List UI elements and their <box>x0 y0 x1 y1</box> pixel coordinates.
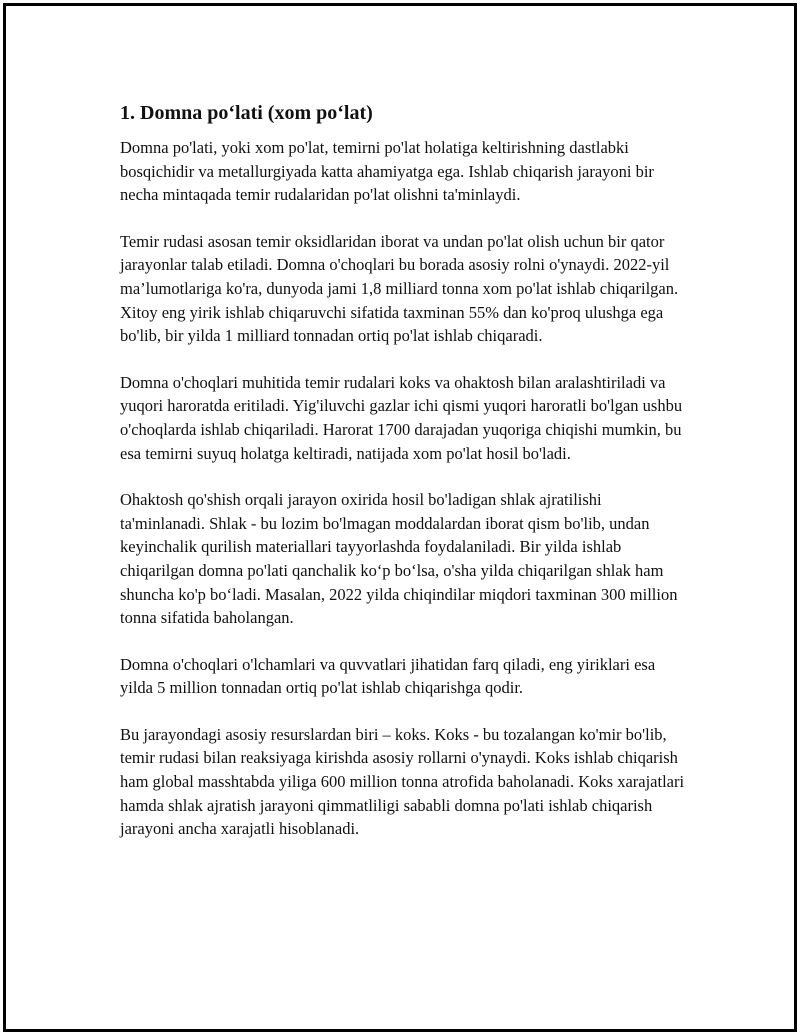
paragraph-intro: Domna po'lati, yoki xom po'lat, temirni po'lat holatiga keltirishning dastlabki bosqichidir va metallurgiyada katta ahamiyatga ega. Ishlab chiqarish jarayoni bir necha mintaqada temir rudalaridan po'lat olishni ta'minlaydi. <box>120 138 654 205</box>
paragraph-furnace-size: Domna o'choqlari o'lchamlari va quvvatlari jihatidan farq qiladi, eng yiriklari esa yilda 5 million tonnadan ortiq po'lat ishlab chiqarishga qodir. <box>120 654 656 698</box>
paragraph-slag: Ohaktosh qo'shish orqali jarayon oxirida hosil bo'ladigan shlak ajratilishi ta'minlanadi. Shlak - bu lozim bo'lmagan moddalardan iborat qism bo'lib, undan keyinchalik qurilish materiallari tayyorlashda foydalaniladi. Bir yilda ishlab chiqarilgan domna po'lati qanchalik ko‘p bo‘lsa, o'sha yilda chiqarilgan shlak ham shuncha ko'p bo‘ladi. Masalan, 2022 yilda chiqindilar miqdori taxminan 300 million tonna sifatida baholangan. <box>120 490 678 628</box>
paragraph-iron-ore: Temir rudasi asosan temir oksidlaridan iborat va undan po'lat olish uchun bir qator jarayonlar talab etiladi. Domna o'choqlari bu borada asosiy rolni o'ynaydi. 2022-yil ma’lumotlariga ko'ra, dunyoda jami 1,8 milliard tonna xom po'lat ishlab chiqarilgan. Xitoy eng yirik ishlab chiqaruvchi sifatida taxminan 55% dan ko'proq ulushga ega bo'lib, bir yilda 1 milliard tonnadan ortiq po'lat ishlab chiqaradi. <box>120 231 679 346</box>
section-heading: 1. Domna po‘lati (xom po‘lat) <box>120 102 373 124</box>
paragraph-coke: Bu jarayondagi asosiy resurslardan biri – koks. Koks - bu tozalangan ko'mir bo'lib, temir rudasi bilan reaksiyaga kirishda asosiy rollarni o'ynaydi. Koks ishlab chiqarish ham global masshtabda yiliga 600 million tonna atrofida baholanadi. Koks xarajatlari hamda shlak ajratish jarayoni qimmatliligi sababli domna po'lati ishlab chiqarish jarayoni ancha xarajatli hisoblanadi. <box>120 724 685 839</box>
document-body <box>120 100 690 864</box>
paragraph-furnace-process: Domna o'choqlari muhitida temir rudalari koks va ohaktosh bilan aralashtiriladi va yuqori haroratda eritiladi. Yig'iluvchi gazlar ichi qismi yuqori haroratli bo'lgan ushbu o'choqlarda ishlab chiqariladi. Harorat 1700 darajadan yuqoriga chiqishi mumkin, bu esa temirni suyuq holatga keltiradi, natijada xom po'lat hosil bo'ladi. <box>120 372 683 463</box>
page-frame <box>3 3 797 1032</box>
